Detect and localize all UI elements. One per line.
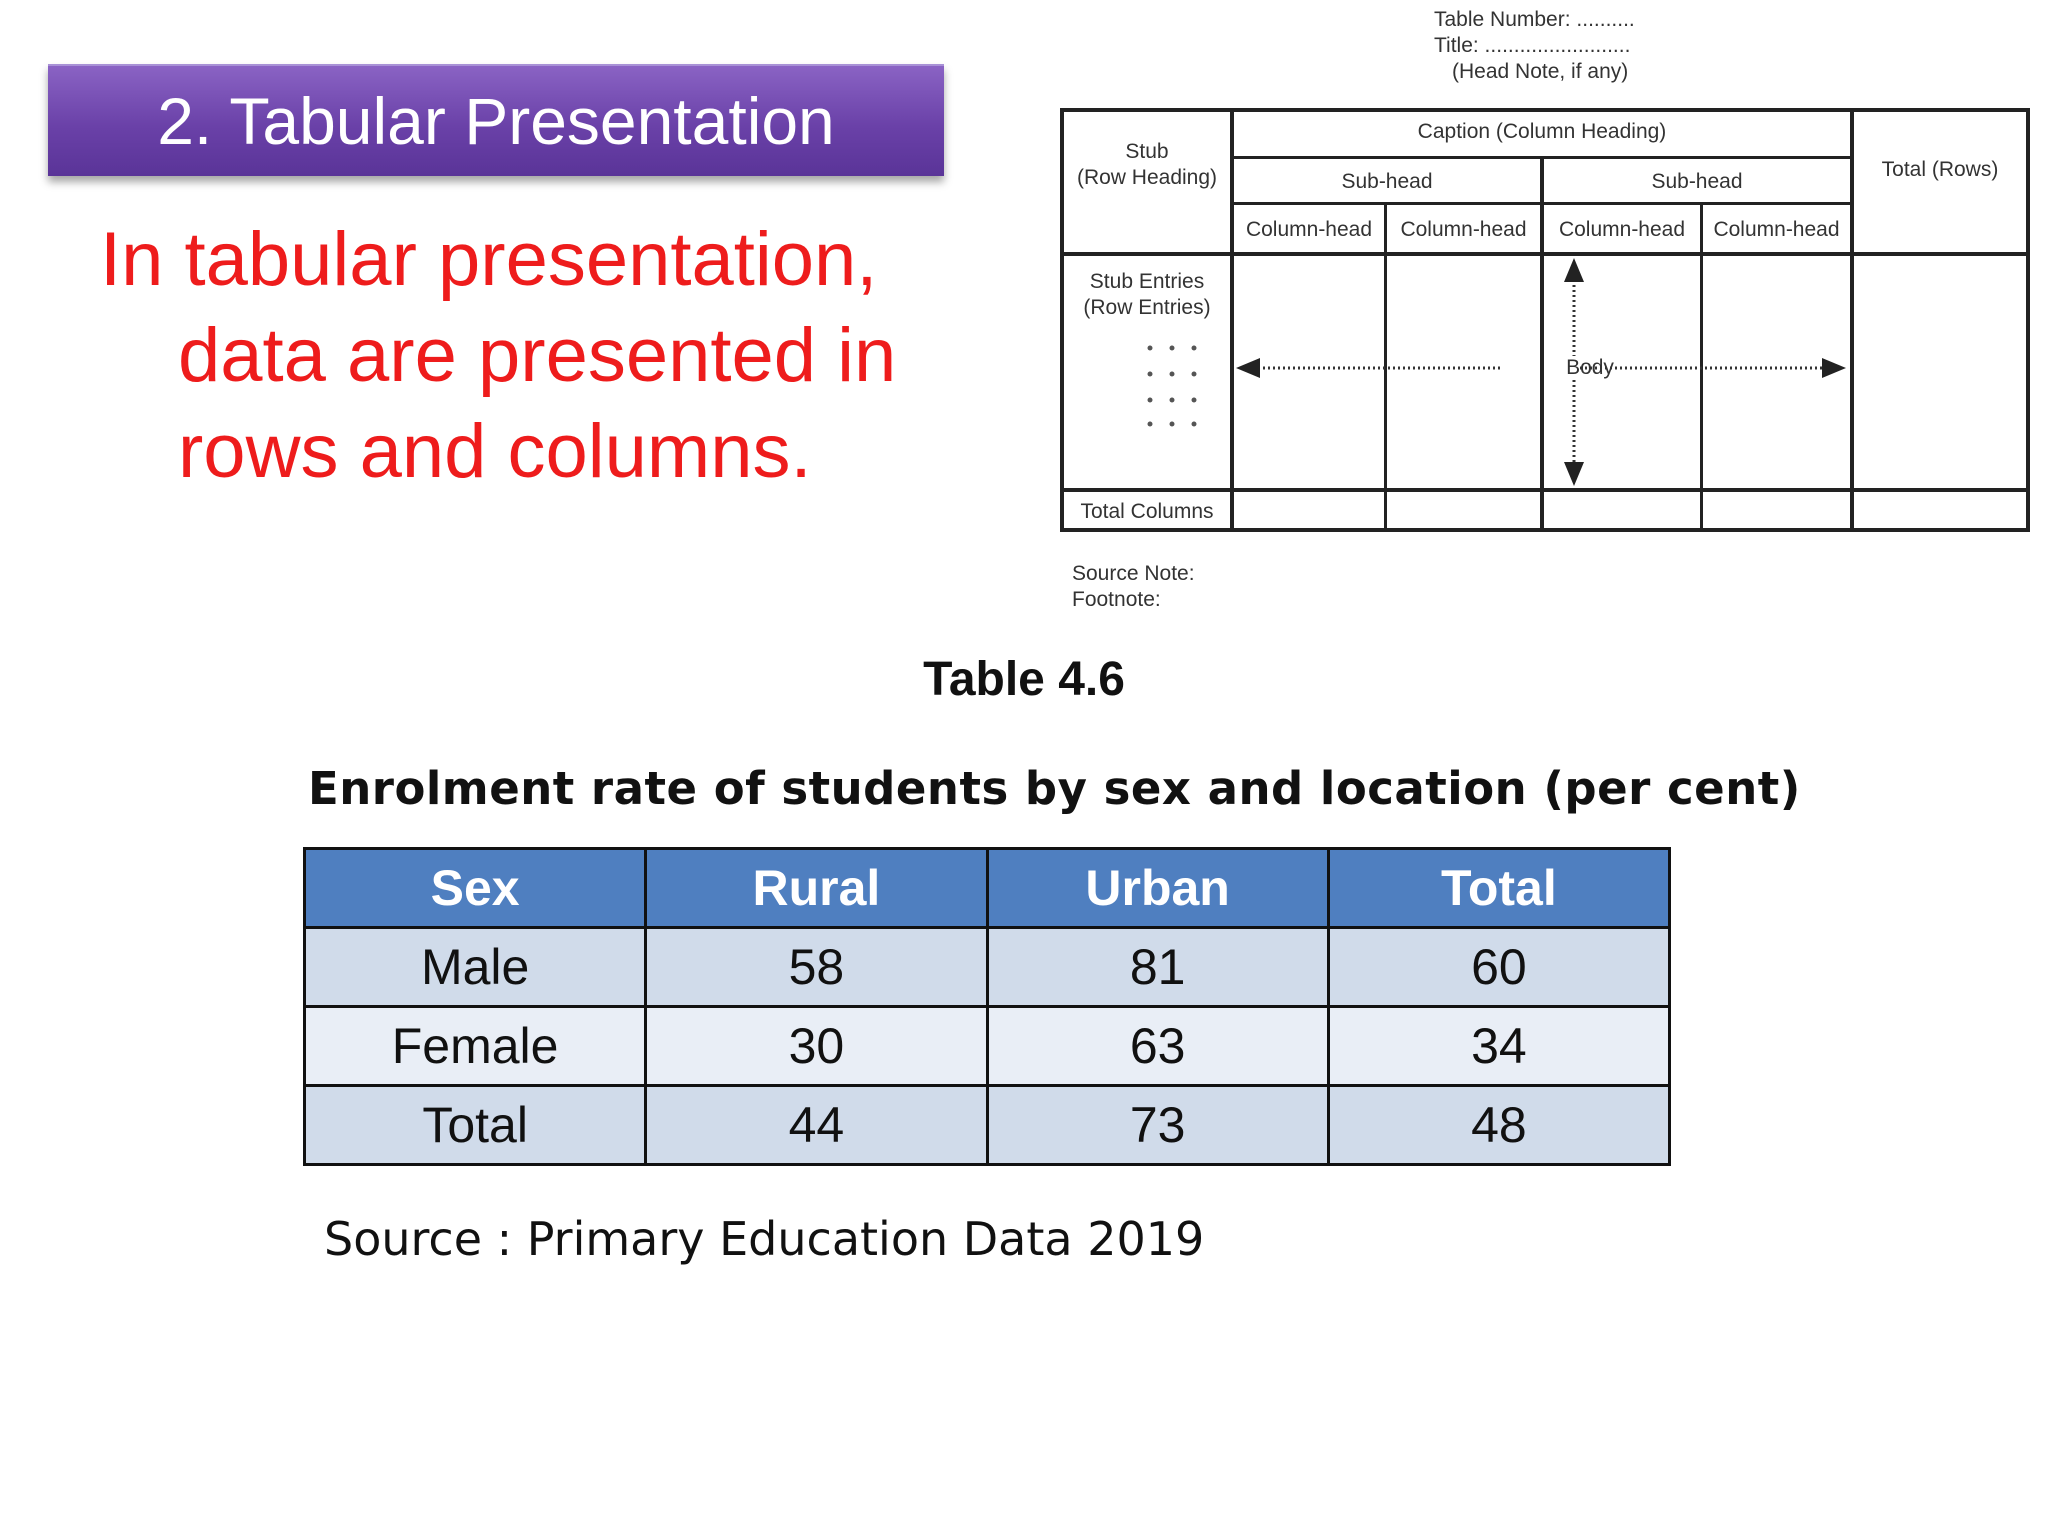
- table-source: Source : Primary Education Data 2019: [324, 1212, 1205, 1266]
- table-number: Table 4.6: [923, 653, 1125, 706]
- diagram-stub-entries-label: Stub Entries: [1089, 270, 1205, 293]
- table-cell: 60: [1328, 928, 1669, 1007]
- column-header-urban: Urban: [987, 849, 1328, 928]
- diagram-footnote: Footnote:: [1072, 588, 1161, 611]
- table-cell: 34: [1328, 1007, 1669, 1086]
- table-cell: 73: [987, 1086, 1328, 1165]
- column-header-sex: Sex: [305, 849, 646, 928]
- table-cell: 48: [1328, 1086, 1669, 1165]
- table-title: Enrolment rate of students by sex and location (per cent): [308, 762, 1801, 815]
- diagram-total-columns-label: Total Columns: [1080, 500, 1214, 523]
- table-cell: 44: [646, 1086, 987, 1165]
- diagram-subhead-line: [1230, 202, 1854, 205]
- diagram-table-number: Table Number: ..........: [1434, 8, 1635, 31]
- diagram-stub-dots: [1140, 340, 1210, 430]
- diagram-row-entries-label: (Row Entries): [1083, 296, 1211, 319]
- diagram-column-head: Column-head: [1400, 218, 1527, 241]
- diagram-subhead-label-1: Sub-head: [1341, 170, 1433, 193]
- table-cell: 58: [646, 928, 987, 1007]
- table-structure-diagram: [1050, 0, 2048, 630]
- diagram-total-rows-label: Total (Rows): [1881, 158, 1999, 181]
- table-cell: 63: [987, 1007, 1328, 1086]
- table-row: [305, 1007, 1670, 1086]
- enrolment-table: [303, 847, 1671, 1166]
- column-header-total: Total: [1328, 849, 1669, 928]
- diagram-column-head: Column-head: [1558, 218, 1686, 241]
- table-cell: 30: [646, 1007, 987, 1086]
- table-cell: 81: [987, 928, 1328, 1007]
- diagram-caption-line: [1230, 156, 1854, 159]
- table-row: [305, 1086, 1670, 1165]
- diagram-column-head: Column-head: [1245, 218, 1373, 241]
- table-header-row: [305, 849, 1670, 928]
- diagram-source-note: Source Note:: [1072, 562, 1195, 585]
- diagram-title: Title: .........................: [1434, 34, 1631, 57]
- table-cell: Total: [305, 1086, 646, 1165]
- column-header-rural: Rural: [646, 849, 987, 928]
- diagram-subhead-label-2: Sub-head: [1651, 170, 1743, 193]
- intro-line-3: rows and columns.: [178, 409, 812, 494]
- table-cell: Female: [305, 1007, 646, 1086]
- intro-text: [100, 212, 960, 500]
- diagram-column-head: Column-head: [1713, 218, 1840, 241]
- diagram-head-note: (Head Note, if any): [1452, 60, 1629, 83]
- diagram-stub-label: Stub: [1125, 140, 1169, 163]
- diagram-body-arrows: [1234, 256, 1850, 488]
- table-row: [305, 928, 1670, 1007]
- diagram-caption-label: Caption (Column Heading): [1417, 120, 1667, 143]
- diagram-total-line: [1060, 488, 2030, 492]
- table-cell: Male: [305, 928, 646, 1007]
- intro-line-1: In tabular presentation,: [100, 217, 878, 302]
- diagram-body-label: Body: [1566, 356, 1614, 379]
- intro-line-2: data are presented in: [178, 313, 897, 398]
- slide-title: 2. Tabular Presentation: [48, 64, 944, 176]
- diagram-stub-sub-label: (Row Heading): [1076, 166, 1218, 189]
